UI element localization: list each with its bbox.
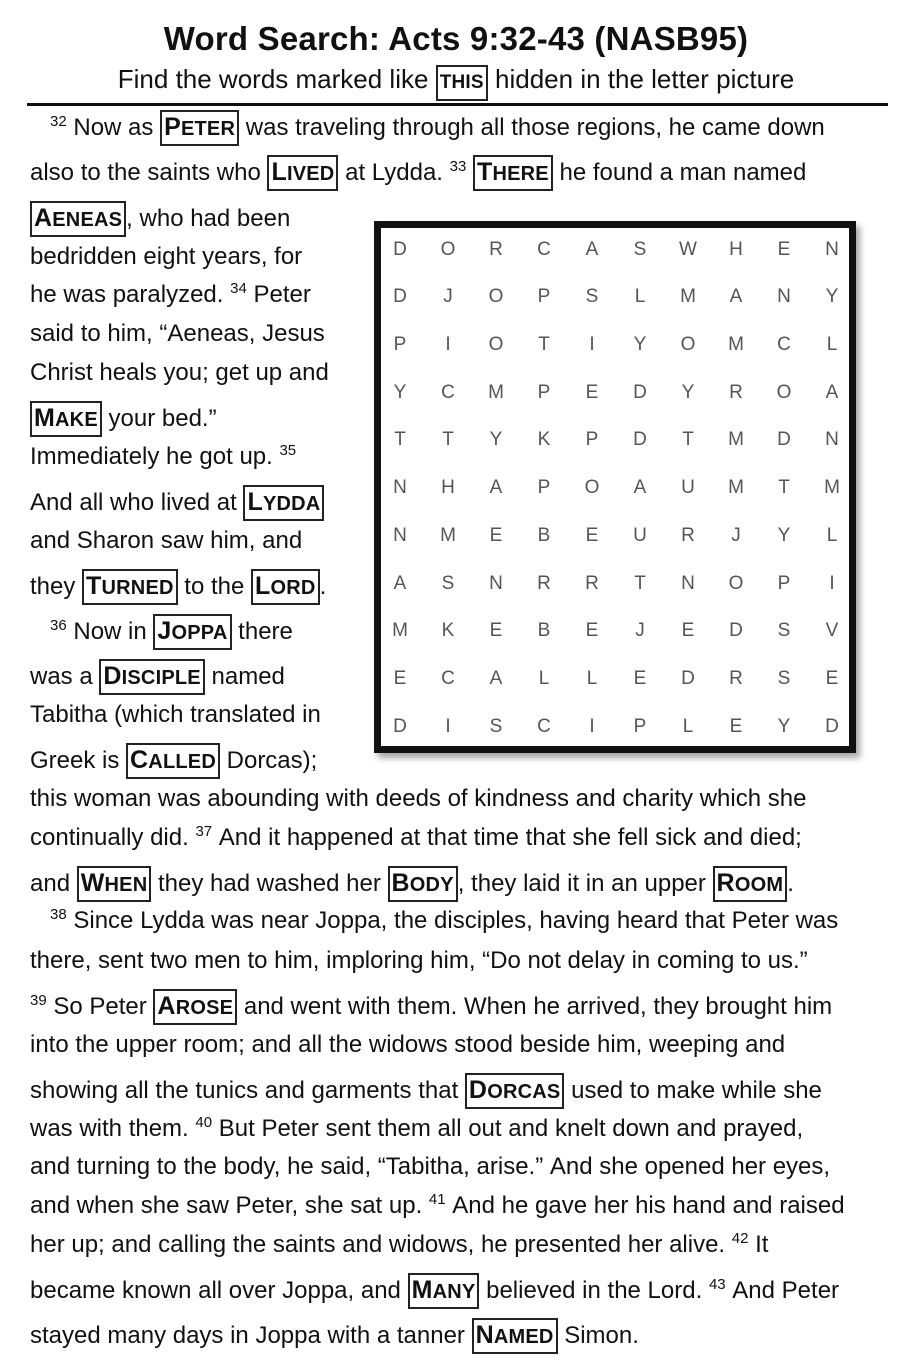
grid-letter: L — [826, 525, 838, 546]
passage-text: he found a man named — [552, 159, 807, 186]
passage-text: Tabitha (which translated in — [30, 701, 321, 728]
grid-letter: R — [489, 239, 503, 260]
grid-letter: P — [537, 286, 551, 307]
passage-text: And it happened at that time that she fell sick and died; — [212, 824, 802, 851]
passage-text: , they laid it in an upper — [457, 870, 713, 897]
grid-letter: A — [393, 573, 407, 594]
subtitle-text-after: hidden in the letter picture — [495, 64, 795, 94]
passage-text: there — [231, 618, 293, 645]
grid-letter: Y — [489, 429, 503, 450]
grid-letter: E — [585, 525, 599, 546]
verse-number: 40 — [195, 1114, 213, 1131]
verse-number: 34 — [230, 280, 247, 297]
marked-word: MANY — [408, 1273, 480, 1309]
marked-word: ROOM — [713, 866, 788, 902]
passage-line — [30, 443, 296, 471]
grid-letter: S — [777, 620, 791, 641]
grid-letter: D — [681, 668, 695, 689]
grid-letter: I — [589, 716, 595, 737]
passage-text: . — [319, 573, 327, 600]
grid-letter: I — [829, 573, 835, 594]
grid-letter: R — [681, 525, 695, 546]
passage-text: there, sent two men to him, imploring him, “Do not delay in coming to us.” — [30, 947, 808, 974]
grid-letter: P — [393, 334, 407, 355]
passage-line — [30, 1192, 845, 1220]
grid-letter: H — [441, 477, 455, 498]
marked-word: THERE — [473, 155, 553, 191]
grid-letter: Y — [393, 382, 407, 403]
grid-letter: E — [681, 620, 695, 641]
passage-text — [466, 159, 473, 186]
passage-line — [30, 1231, 768, 1259]
grid-letter: S — [633, 239, 647, 260]
marked-word: AENEAS — [30, 201, 126, 237]
passage-text: And all who lived at — [30, 489, 244, 516]
grid-letter: E — [825, 668, 839, 689]
passage-line — [30, 701, 321, 729]
grid-letter: B — [537, 620, 551, 641]
grid-letter: R — [729, 382, 743, 403]
passage-text: they had washed her — [151, 870, 388, 897]
grid-letter: C — [441, 668, 455, 689]
grid-letter: D — [777, 429, 791, 450]
grid-letter: K — [537, 429, 551, 450]
grid-letter: M — [488, 382, 504, 403]
passage-line — [30, 155, 806, 191]
marked-word: DISCIPLE — [99, 659, 204, 695]
grid-letter: D — [393, 239, 407, 260]
passage-text: And he gave her his hand and raised — [445, 1192, 845, 1219]
grid-letter: E — [633, 668, 647, 689]
grid-letter: N — [393, 525, 407, 546]
passage-text — [30, 618, 50, 645]
passage-line — [30, 401, 217, 437]
passage-line — [30, 659, 285, 695]
grid-letter: L — [682, 716, 694, 737]
passage-line — [30, 1153, 830, 1181]
grid-letter: M — [728, 429, 744, 450]
passage-text: into the upper room; and all the widows stood beside him, weeping and — [30, 1031, 786, 1058]
passage-line — [30, 785, 806, 813]
grid-letter: J — [443, 286, 453, 307]
grid-letter: M — [392, 620, 408, 641]
passage-text: Greek is — [30, 747, 127, 774]
grid-letter: L — [826, 334, 838, 355]
marked-word: NAMED — [472, 1318, 558, 1354]
passage-line — [30, 743, 317, 779]
passage-text: So Peter — [46, 993, 154, 1020]
marked-word: JOPPA — [153, 614, 231, 650]
passage-line — [30, 527, 302, 555]
passage-line — [30, 281, 311, 309]
passage-text: was with them. — [30, 1115, 196, 1142]
passage-text: was traveling through all those regions, he came down — [239, 114, 825, 141]
grid-letter: T — [538, 334, 550, 355]
passage-text: , who had been — [126, 205, 291, 232]
passage-text — [30, 907, 50, 934]
passage-line — [30, 947, 808, 975]
passage-line — [30, 110, 825, 146]
grid-letter: A — [825, 382, 839, 403]
grid-letter: O — [440, 239, 456, 260]
page-subtitle — [0, 64, 900, 101]
marked-word: WHEN — [77, 866, 152, 902]
passage-text: stayed many days in Joppa with a tanner — [30, 1322, 472, 1349]
passage-text: . — [787, 870, 794, 897]
grid-letter: R — [537, 573, 551, 594]
grid-letter: A — [633, 477, 647, 498]
passage-text: and when she saw Peter, she sat up. — [30, 1192, 429, 1219]
grid-letter: L — [538, 668, 550, 689]
grid-letter: N — [489, 573, 503, 594]
passage-text: But Peter sent them all out and knelt down and prayed, — [212, 1115, 804, 1142]
passage-text: and Sharon saw him, and — [30, 527, 303, 554]
marked-word: AROSE — [153, 989, 237, 1025]
grid-letter: N — [825, 429, 839, 450]
grid-letter: I — [589, 334, 595, 355]
marked-word: PETER — [160, 110, 239, 146]
grid-letter: H — [729, 239, 743, 260]
passage-text: became known all over Joppa, and — [30, 1277, 408, 1304]
passage-text: Since Lydda was near Joppa, the disciples, having heard that Peter was — [66, 907, 839, 934]
grid-letter: O — [584, 477, 600, 498]
grid-letter: N — [777, 286, 791, 307]
grid-letter: R — [729, 668, 743, 689]
marked-word: LYDDA — [243, 485, 324, 521]
grid-letter: E — [489, 525, 503, 546]
grid-letter: N — [681, 573, 695, 594]
grid-letter: L — [634, 286, 646, 307]
passage-text: Dorcas); — [219, 747, 318, 774]
passage-line — [30, 989, 832, 1025]
grid-letter: P — [777, 573, 791, 594]
grid-letter: I — [445, 334, 451, 355]
passage-line — [30, 569, 326, 605]
grid-letter: S — [489, 716, 503, 737]
passage-line — [30, 1031, 785, 1059]
marked-word: LIVED — [267, 155, 338, 191]
grid-letter: Y — [633, 334, 647, 355]
page-title: Word Search: Acts 9:32-43 (NASB95) — [163, 20, 749, 57]
passage-line — [30, 359, 329, 387]
grid-letter: T — [394, 429, 406, 450]
passage-text: used to make while she — [564, 1077, 822, 1104]
marked-word: CALLED — [126, 743, 220, 779]
passage-text: Simon. — [557, 1322, 639, 1349]
passage-text: named — [204, 663, 285, 690]
passage-text: continually did. — [30, 824, 196, 851]
verse-number: 41 — [428, 1191, 446, 1208]
passage-line — [30, 1115, 803, 1143]
verse-number: 37 — [195, 823, 213, 840]
grid-letter: Y — [777, 716, 791, 737]
passage-line — [30, 243, 302, 271]
grid-letter: D — [633, 429, 647, 450]
passage-text: Christ heals you; get up and — [30, 359, 329, 386]
verse-number: 35 — [279, 442, 297, 459]
grid-letter: S — [777, 668, 791, 689]
passage-line — [30, 614, 293, 650]
grid-letter: L — [586, 668, 598, 689]
passage-text: It — [748, 1231, 769, 1258]
grid-letter: C — [441, 382, 455, 403]
word-search-grid — [374, 221, 856, 753]
verse-number: 32 — [50, 113, 67, 130]
passage-text: Now in — [66, 618, 154, 645]
grid-letter: M — [824, 477, 840, 498]
grid-letter: O — [488, 286, 504, 307]
grid-letter: Y — [777, 525, 791, 546]
grid-letter: V — [825, 620, 839, 641]
verse-number: 33 — [449, 158, 467, 175]
grid-letter: A — [489, 668, 503, 689]
grid-letter: C — [537, 239, 551, 260]
grid-letter: C — [537, 716, 551, 737]
verse-number: 38 — [50, 906, 67, 923]
grid-letter: E — [729, 716, 743, 737]
grid-letter: D — [393, 716, 407, 737]
passage-text: bedridden eight years, for — [30, 243, 303, 270]
grid-letter: O — [680, 334, 696, 355]
passage-line — [30, 824, 802, 852]
grid-letter: D — [393, 286, 407, 307]
grid-letter: T — [442, 429, 454, 450]
grid-letter: T — [682, 429, 694, 450]
header-divider — [27, 103, 888, 106]
grid-letter: M — [728, 334, 744, 355]
grid-letter: P — [537, 382, 551, 403]
passage-text: said to him, “Aeneas, Jesus — [30, 320, 325, 347]
marked-word: MAKE — [30, 401, 102, 437]
grid-letter: J — [731, 525, 741, 546]
passage-line — [30, 907, 838, 935]
passage-line — [30, 1273, 839, 1309]
marked-word: BODY — [388, 866, 458, 902]
passage-line — [30, 1318, 639, 1354]
grid-letter: M — [728, 477, 744, 498]
grid-letter: R — [585, 573, 599, 594]
grid-letter: U — [681, 477, 695, 498]
passage-line — [30, 1073, 822, 1109]
grid-letter: B — [537, 525, 551, 546]
passage-text: they — [30, 573, 83, 600]
grid-letter: S — [441, 573, 455, 594]
passage-line — [30, 485, 324, 521]
passage-text: Immediately he got up. — [30, 443, 280, 470]
passage-text: believed in the Lord. — [479, 1277, 709, 1304]
passage-text: he was paralyzed. — [30, 281, 231, 308]
grid-letter: O — [776, 382, 792, 403]
grid-letter: M — [440, 525, 456, 546]
subtitle-marked-example: THIS — [436, 65, 488, 101]
passage-text: and turning to the body, he said, “Tabitha, arise.” And she opened her eyes, — [30, 1153, 831, 1180]
marked-word: DORCAS — [465, 1073, 565, 1109]
verse-number: 43 — [708, 1276, 726, 1293]
passage-text: was a — [30, 663, 100, 690]
grid-letter: D — [729, 620, 743, 641]
grid-letter: D — [825, 716, 839, 737]
passage-text: this woman was abounding with deeds of kindness and charity which she — [30, 785, 807, 812]
passage-text: And Peter — [725, 1277, 840, 1304]
grid-letter: A — [729, 286, 743, 307]
grid-letter: M — [680, 286, 696, 307]
grid-letter: A — [489, 477, 503, 498]
verse-number: 42 — [731, 1230, 749, 1247]
grid-letter: E — [393, 668, 407, 689]
grid-letter: P — [585, 429, 599, 450]
passage-text: to the — [177, 573, 252, 600]
passage-text: at Lydda. — [338, 159, 450, 186]
grid-letter: N — [825, 239, 839, 260]
passage-line — [30, 866, 794, 902]
grid-letter: N — [393, 477, 407, 498]
grid-letter: J — [635, 620, 645, 641]
grid-letter: Y — [681, 382, 695, 403]
grid-letter: S — [585, 286, 599, 307]
passage-text: showing all the tunics and garments that — [30, 1077, 465, 1104]
grid-letter: A — [585, 239, 599, 260]
grid-letter: E — [585, 620, 599, 641]
grid-letter: C — [777, 334, 791, 355]
marked-word: TURNED — [82, 569, 178, 605]
passage-text: your bed.” — [101, 405, 217, 432]
grid-letter: O — [488, 334, 504, 355]
marked-word: LORD — [251, 569, 320, 605]
grid-letter: E — [585, 382, 599, 403]
subtitle-text-before: Find the words marked like — [117, 64, 429, 94]
passage-text: her up; and calling the saints and widows, he presented her alive. — [30, 1231, 732, 1258]
verse-number: 39 — [30, 992, 47, 1009]
grid-letter: Y — [825, 286, 839, 307]
grid-letter: E — [777, 239, 791, 260]
grid-letter: E — [489, 620, 503, 641]
grid-letter: P — [537, 477, 551, 498]
passage-text: Peter — [246, 281, 311, 308]
grid-letter: O — [728, 573, 744, 594]
grid-letter: D — [633, 382, 647, 403]
passage-line — [30, 201, 290, 237]
grid-letter: P — [633, 716, 647, 737]
grid-letter: T — [778, 477, 790, 498]
grid-letter: W — [679, 239, 697, 260]
passage-text: and went with them. When he arrived, they brought him — [237, 993, 833, 1020]
passage-line — [30, 320, 325, 348]
grid-letter: K — [441, 620, 455, 641]
grid-letter: I — [445, 716, 451, 737]
passage-text: and — [30, 870, 77, 897]
passage-text: Now as — [66, 114, 161, 141]
grid-letter: U — [633, 525, 647, 546]
verse-number: 36 — [50, 617, 67, 634]
grid-letter: T — [634, 573, 646, 594]
passage-text — [30, 114, 50, 141]
passage-text: also to the saints who — [30, 159, 268, 186]
